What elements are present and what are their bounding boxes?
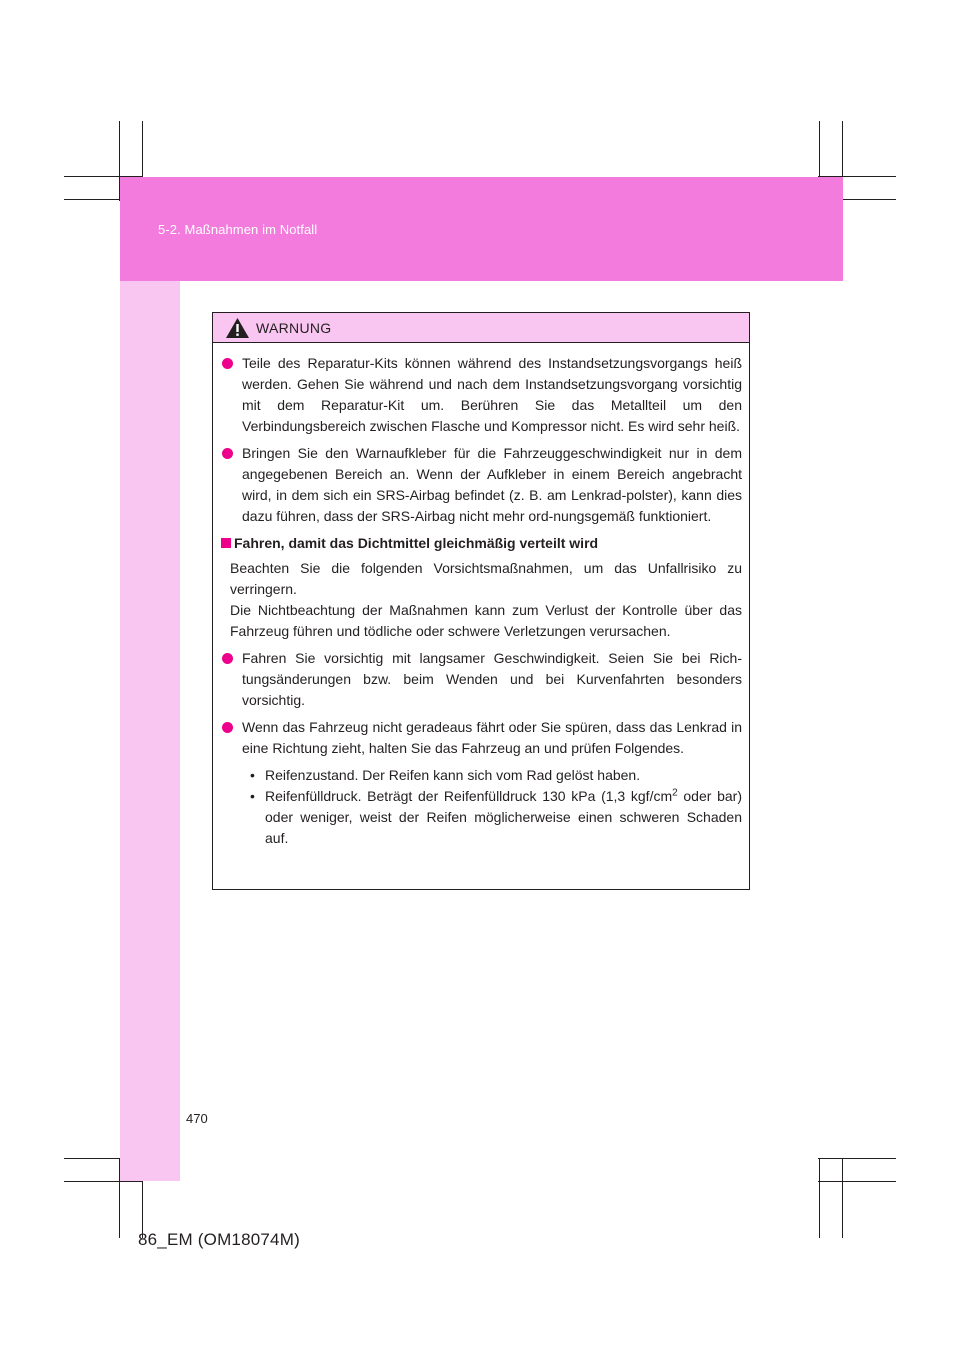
warning-title: WARNUNG [256, 319, 332, 336]
warning-body [213, 343, 749, 849]
warning-bullet [221, 648, 742, 711]
sub-list-item [250, 765, 742, 786]
bullet-text: Wenn das Fahrzeug nicht geradeaus fährt oder Sie spüren, dass das Lenkrad in eine Richtung zieht, halten Sie das Fahrzeug an und prüfen Folgendes. [242, 719, 742, 756]
warning-bullet [221, 717, 742, 759]
subheading [221, 533, 742, 554]
bullet-text: Teile des Reparatur-Kits können während des Instandsetzungsvorgangs heiß werden. Gehen Sie während und nach dem Instandsetzungsvorgang vorsichtig mit dem Reparatur-Kit um. Berühren Sie das Metallteil um den Verbindungsbereich zwischen Flasche und Kompressor nicht. Es wird sehr heiß. [242, 355, 742, 434]
sub-list-item [250, 786, 742, 849]
sub-bullet-icon: • [250, 788, 255, 804]
square-bullet-icon [221, 538, 231, 548]
crop-mark [818, 1158, 896, 1159]
paragraph [221, 558, 742, 642]
paragraph-line: Die Nichtbeachtung der Maßnahmen kann zum Verlust der Kontrolle über das Fahrzeug führen und tödliche oder schwere Verletzungen verursachen. [230, 602, 742, 639]
document-code: 86_EM (OM18074M) [138, 1230, 300, 1249]
crop-mark [818, 1181, 896, 1182]
bullet-icon [222, 722, 233, 733]
crop-mark [64, 1181, 143, 1182]
paragraph-line: Beachten Sie die folgenden Vorsichtsmaßnahmen, um das Unfallrisiko zu verringern. [230, 560, 742, 597]
sub-item-text: Reifenfülldruck. Beträgt der Reifenfülldruck 130 kPa (1,3 kgf/cm [265, 788, 673, 804]
bullet-icon [222, 448, 233, 459]
sub-item-tail: oder bar) oder weniger, weist der Reifen möglicherweise einen schweren Schaden auf. [265, 788, 742, 846]
side-band [120, 281, 180, 1181]
warning-bullet [221, 353, 742, 437]
warning-header [213, 313, 749, 343]
sub-list [221, 765, 742, 849]
bullet-text: Bringen Sie den Warnaufkleber für die Fahrzeuggeschwindigkeit nur in dem angegebenen Bereich an. Wenn der Aufkleber in einem Bereich angebracht wird, in dem sich ein SRS-Airbag befindet (z. B. am Lenkrad-polster), kann dies dazu führen, dass der SRS-Airbag nicht mehr ord-nungsgemäß funktioniert. [242, 445, 742, 524]
bullet-icon [222, 653, 233, 664]
crop-mark [819, 1158, 820, 1238]
bullet-text: Fahren Sie vorsichtig mit langsamer Geschwindigkeit. Seien Sie bei Rich-tungsänderungen bzw. beim Wenden und bei Kurvenfahrten besonders vorsichtig. [242, 650, 742, 708]
warning-triangle-icon [225, 317, 250, 339]
subheading-text: Fahren, damit das Dichtmittel gleichmäßig verteilt wird [234, 535, 599, 551]
page-number: 470 [186, 1111, 208, 1126]
warning-box [212, 312, 750, 890]
sub-item-text: Reifenzustand. Der Reifen kann sich vom Rad gelöst haben. [265, 767, 641, 783]
section-title: 5-2. Maßnahmen im Notfall [158, 222, 318, 237]
bullet-icon [222, 358, 233, 369]
crop-mark [842, 1158, 843, 1238]
sub-bullet-icon: • [250, 767, 255, 783]
warning-bullet [221, 443, 742, 527]
superscript: 2 [672, 787, 678, 799]
